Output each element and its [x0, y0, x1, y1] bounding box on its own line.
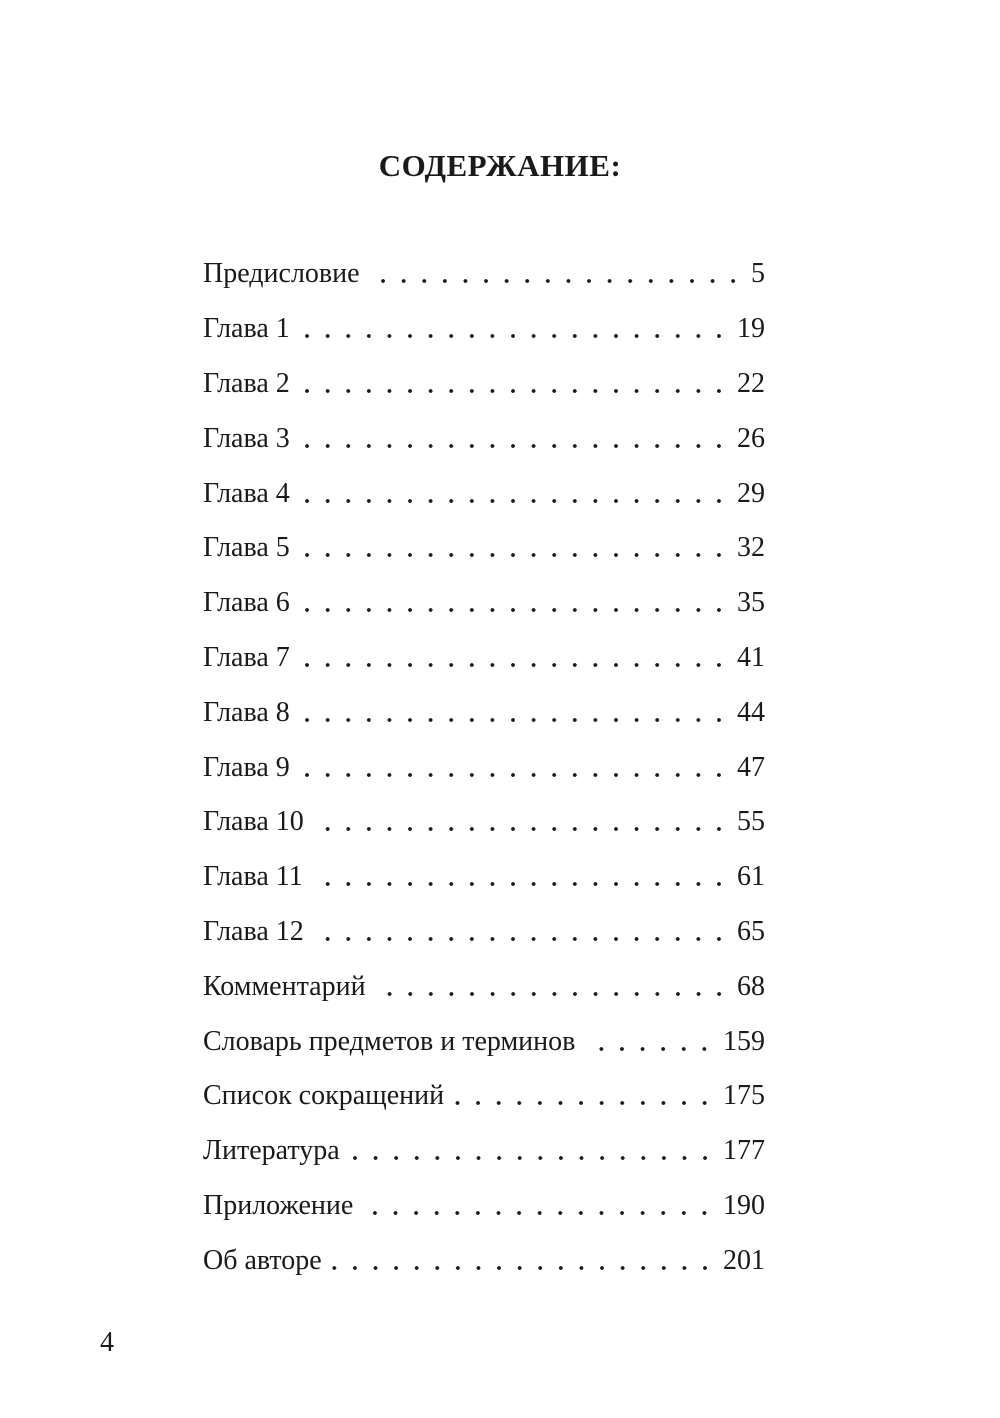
toc-entry-label: Глава 12 — [203, 915, 304, 947]
toc-entry[interactable] — [203, 740, 765, 795]
dot-leader — [312, 826, 729, 832]
toc-entry[interactable] — [203, 905, 765, 960]
toc-entry-label: Список сокращений — [203, 1080, 445, 1112]
toc-entry[interactable] — [203, 247, 765, 302]
dot-leader — [298, 772, 729, 778]
toc-entry-page: 29 — [737, 477, 765, 509]
dot-leader — [368, 278, 743, 284]
toc-entry[interactable] — [203, 302, 765, 357]
toc-entry-label: Глава 2 — [203, 367, 290, 399]
toc-entry-page: 44 — [737, 696, 765, 728]
toc-entry-page: 175 — [723, 1080, 765, 1112]
toc-entry[interactable] — [203, 1233, 765, 1288]
toc-entry-label: Глава 6 — [203, 587, 290, 619]
toc-entry-page: 177 — [723, 1135, 765, 1167]
toc-entry-label: Литература — [203, 1135, 340, 1167]
dot-leader — [298, 388, 729, 394]
toc-entry-page: 159 — [723, 1025, 765, 1057]
toc-entry-label: Глава 8 — [203, 696, 290, 728]
toc-entry-page: 68 — [737, 970, 765, 1002]
dot-leader — [298, 552, 729, 558]
dot-leader — [361, 1210, 715, 1216]
toc-entry-page: 5 — [751, 258, 765, 290]
dot-leader — [330, 1265, 715, 1271]
toc-entry[interactable] — [203, 795, 765, 850]
toc-entry[interactable] — [203, 685, 765, 740]
page-number: 4 — [100, 1327, 114, 1358]
toc-entry[interactable] — [203, 576, 765, 631]
toc-entry-label: Глава 10 — [203, 806, 304, 838]
toc-entry-label: Комментарий — [203, 970, 366, 1002]
toc-entry[interactable] — [203, 411, 765, 466]
toc-entry[interactable] — [203, 1179, 765, 1234]
toc-entry[interactable] — [203, 1069, 765, 1124]
toc-entry-page: 26 — [737, 422, 765, 454]
dot-leader — [374, 991, 729, 997]
toc-entry-label: Глава 5 — [203, 532, 290, 564]
toc-entry-label: Глава 11 — [203, 861, 303, 893]
toc-entry[interactable] — [203, 521, 765, 576]
toc-entry[interactable] — [203, 1124, 765, 1179]
toc-entry-page: 47 — [737, 751, 765, 783]
toc-entry-page: 32 — [737, 532, 765, 564]
dot-leader — [298, 607, 729, 613]
dot-leader — [298, 717, 729, 723]
toc-entry-label: Глава 9 — [203, 751, 290, 783]
dot-leader — [298, 443, 729, 449]
toc-entry-page: 19 — [737, 313, 765, 345]
toc-entry-label: Предисловие — [203, 258, 360, 290]
toc-entry[interactable] — [203, 1014, 765, 1069]
toc-entry[interactable] — [203, 466, 765, 521]
toc-entry-page: 55 — [737, 806, 765, 838]
toc-entry-label: Глава 3 — [203, 422, 290, 454]
dot-leader — [583, 1046, 715, 1052]
toc-entry-label: Об авторе — [203, 1244, 322, 1276]
toc-entry-page: 65 — [737, 915, 765, 947]
page-title: СОДЕРЖАНИЕ: — [378, 148, 622, 183]
toc-entry-page: 35 — [737, 587, 765, 619]
dot-leader — [312, 936, 729, 942]
dot-leader — [452, 1100, 715, 1106]
toc-entry-label: Глава 7 — [203, 641, 290, 673]
toc-entry[interactable] — [203, 631, 765, 686]
toc-entry-label: Приложение — [203, 1189, 354, 1221]
toc-entry-page: 190 — [723, 1189, 765, 1221]
toc-entry-label: Словарь предметов и терминов — [203, 1025, 576, 1057]
toc-entry[interactable] — [203, 850, 765, 905]
dot-leader — [298, 662, 729, 668]
dot-leader — [311, 881, 729, 887]
toc-entry[interactable] — [203, 357, 765, 412]
toc-entry-page: 41 — [737, 641, 765, 673]
table-of-contents — [203, 247, 765, 1288]
toc-entry-label: Глава 4 — [203, 477, 290, 509]
toc-entry-label: Глава 1 — [203, 313, 290, 345]
dot-leader — [348, 1155, 715, 1161]
toc-entry-page: 61 — [737, 861, 765, 893]
dot-leader — [298, 333, 729, 339]
toc-entry[interactable] — [203, 959, 765, 1014]
dot-leader — [298, 498, 729, 504]
toc-entry-page: 201 — [723, 1244, 765, 1276]
toc-entry-page: 22 — [737, 367, 765, 399]
